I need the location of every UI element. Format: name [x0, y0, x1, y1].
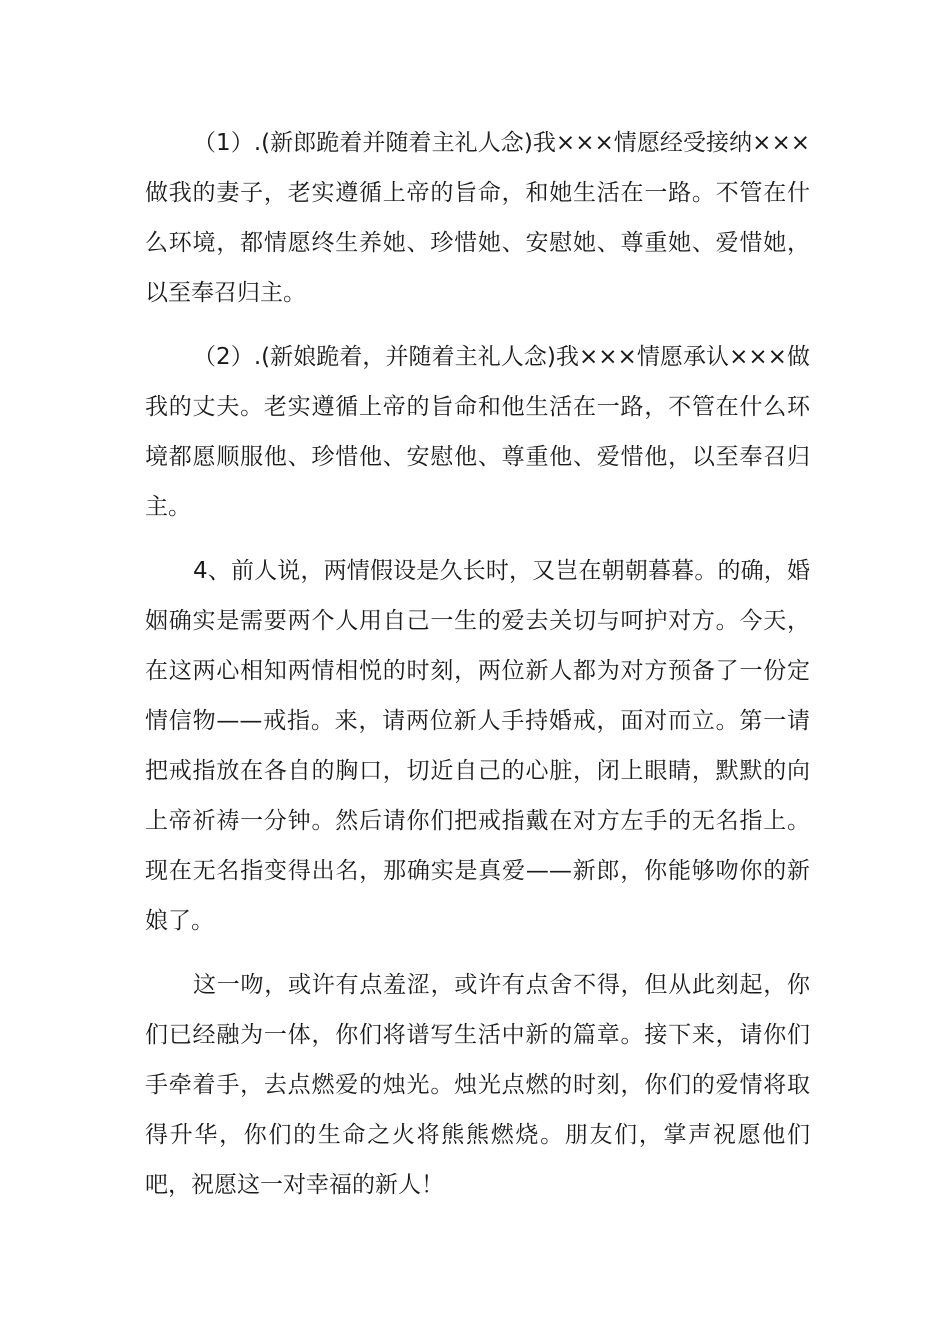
paragraph-candle-lighting: 这一吻，或许有点羞涩，或许有点舍不得，但从此刻起，你们已经融为一体，你们将谱写生活中新的篇章。接下来，请你们手牵着手，去点燃爱的烛光。烛光点燃的时刻，你们的爱情将取得升华，你们的生命之火将熊熊燃烧。朋友们，掌声祝愿他们吧，祝愿这一对幸福的新人！ [145, 972, 810, 1198]
paragraph-groom-vow: （1）.(新郎跪着并随着主礼人念)我×××情愿经受接纳×××做我的妻子，老实遵循上帝的旨命，和她生活在一路。不管在什么环境，都情愿终生养她、珍惜她、安慰她、尊重她、爱惜她，以至奉召归主。 [145, 130, 810, 306]
document-body [145, 118, 810, 1224]
paragraph-bride-vow: （2）.(新娘跪着，并随着主礼人念)我×××情愿承认×××做我的丈夫。老实遵循上帝的旨命和他生活在一路，不管在什么环境都愿顺服他、珍惜他、安慰他、尊重他、爱惜他，以至奉召归主。 [145, 344, 810, 520]
paragraph-ring-exchange: 4、前人说，两情假设是久长时，又岂在朝朝暮暮。的确，婚姻确实是需要两个人用自己一生的爱去关切与呵护对方。今天，在这两心相知两情相悦的时刻，两位新人都为对方预备了一份定情信物——戒指。来，请两位新人手持婚戒，面对而立。第一请把戒指放在各自的胸口，切近自己的心脏，闭上眼睛，默默的向上帝祈祷一分钟。然后请你们把戒指戴在对方左手的无名指上。现在无名指变得出名，那确实是真爱——新郎，你能够吻你的新娘了。 [145, 558, 810, 934]
